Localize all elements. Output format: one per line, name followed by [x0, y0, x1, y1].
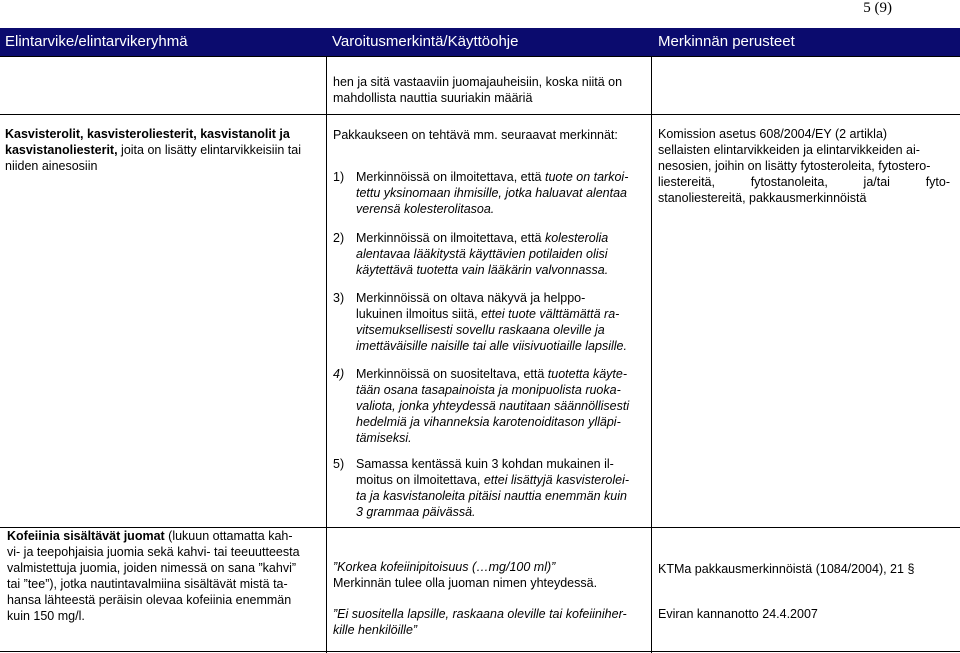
warning-item-2	[333, 230, 645, 278]
column-divider-2	[651, 56, 652, 653]
text-line: ta ja kasvistanoleita pitäisi nauttia enemmän kuin	[356, 489, 627, 503]
text-line: valiota, jonka yhteydessä nautitaan säännöllisesti	[356, 399, 630, 413]
warning-item-5	[333, 456, 645, 520]
column-header-basis: Merkinnän perusteet	[658, 33, 795, 50]
text-line: tettu yksinomaan ihmisille, jotka haluavat alentaa	[356, 186, 627, 200]
text-fragment: Merkinnöissä on suositeltava, että	[356, 367, 548, 381]
warning-item-3	[333, 290, 645, 354]
caffeine-basis-cell	[658, 561, 950, 577]
page-number: 5 (9)	[863, 0, 892, 16]
text-fragment: Merkinnöissä on ilmoitettava, että	[356, 231, 545, 245]
text-line: KTMa pakkausmerkinnöistä (1084/2004), 21 §	[658, 562, 915, 576]
text-line: hansa lähteestä peräisin olevaa kofeiinia enemmän	[7, 593, 292, 607]
text-fragment: Merkinnöissä on ilmoitettava, että	[356, 170, 545, 184]
text-line: ”Ei suositella lapsille, raskaana oleville tai kofeiiniher-	[333, 607, 627, 621]
item-number: 2)	[333, 231, 345, 245]
product-name-cont: kasvistanoliesterit,	[5, 143, 118, 157]
column-divider-1	[326, 56, 327, 653]
warning-item-4	[333, 366, 645, 446]
text-line: liestereitä, fytostanoleita, ja/tai fyto-	[658, 175, 950, 189]
text-line: Merkinnöissä on oltava näkyvä ja helppo-	[356, 291, 586, 305]
text-line: stanoliestereitä, pakkausmerkinnöistä	[658, 191, 867, 205]
text-line: vitsemuksellisesti sovellu raskaana oleville ja	[356, 323, 605, 337]
text-line: kille henkilöille”	[333, 623, 418, 637]
table-bottom-rule	[0, 651, 960, 652]
column-header-warning: Varoitusmerkintä/Käyttöohje	[332, 33, 519, 50]
warning-item-1	[333, 169, 645, 217]
caffeine-warning-cell	[333, 559, 645, 591]
text-line: niiden ainesosiin	[5, 159, 98, 173]
item-number: 4)	[333, 367, 345, 381]
text-fragment: kolesterolia	[544, 231, 609, 245]
text-line: Merkinnän tulee olla juoman nimen yhteydessä.	[333, 576, 598, 590]
text-line: tään osana tasapainoista ja monipuolista ruoka-	[356, 383, 621, 397]
text-fragment: moitus on ilmoitettava,	[356, 473, 484, 487]
text-fragment: (lukuun ottamatta kah-	[164, 529, 293, 543]
product-name: Kofeiinia sisältävät juomat	[7, 529, 165, 543]
text-line: verensä kolesterolitasoa.	[356, 202, 495, 216]
header-bottom-rule	[0, 56, 960, 57]
text-line: 3 grammaa päivässä.	[356, 505, 476, 519]
text-line: tämiseksi.	[356, 431, 412, 445]
caffeine-basis-cell-2	[658, 606, 950, 622]
text-fragment: ettei tuote välttämättä ra-	[481, 307, 620, 321]
text-fragment: lukuinen ilmoitus siitä,	[356, 307, 482, 321]
column-header-product: Elintarvike/elintarvikeryhmä	[5, 33, 188, 50]
text-fragment: joita on lisätty elintarvikkeisiin tai	[117, 143, 301, 157]
sterols-basis-cell	[658, 126, 950, 206]
row-divider-1	[0, 114, 960, 115]
sterols-warning-intro: Pakkaukseen on tehtävä mm. seuraavat merkinnät:	[333, 128, 618, 142]
text-line: imettäväisille naisille tai alle viisivuotiaille lapsille.	[356, 339, 627, 353]
text-fragment: tuote on tarkoi-	[544, 170, 629, 184]
text-line: Komission asetus 608/2004/EY (2 artikla)	[658, 127, 888, 141]
item-number: 5)	[333, 457, 345, 471]
table-header	[0, 28, 960, 56]
text-line: valmistettuja juomia, joiden nimessä on sana ”kahvi”	[7, 561, 297, 575]
text-fragment: tuotetta käyte-	[547, 367, 627, 381]
item-number: 1)	[333, 170, 345, 184]
text-line: nesosien, joihin on lisätty fytosteroleita, fytostero-	[658, 159, 931, 173]
text-line: kuin 150 mg/l.	[7, 609, 85, 623]
text-line: mahdollista nauttia suuriakin määriä	[333, 91, 533, 105]
item-number: 3)	[333, 291, 345, 305]
text-line: hedelmiä ja vihanneksia karotenoiditason ylläpi-	[356, 415, 621, 429]
caffeine-product-cell	[7, 528, 307, 624]
text-line: vi- ja teepohjaisia juomia sekä kahvi- tai teeuutteesta	[7, 545, 300, 559]
text-line: Eviran kannanotto 24.4.2007	[658, 607, 818, 621]
text-fragment: ettei lisättyjä kasvisterolei-	[483, 473, 630, 487]
top-fragment-text	[333, 74, 643, 106]
text-line: Samassa kentässä kuin 3 kohdan mukainen il-	[356, 457, 614, 471]
product-name: Kasvisterolit, kasvisteroliesterit, kasvistanolit ja	[5, 127, 290, 141]
text-line: alentavaa lääkitystä käyttävien potilaiden olisi	[356, 247, 608, 261]
text-line: tai ”tee”), jotka nautintavalmiina sisältävät mistä ta-	[7, 577, 288, 591]
caffeine-warning-cell-2	[333, 606, 645, 638]
text-line: hen ja sitä vastaaviin juomajauheisiin, koska niitä on	[333, 75, 623, 89]
sterols-product-cell	[5, 126, 323, 174]
text-line: sellaisten elintarvikkeiden ja elintarvikkeiden ai-	[658, 143, 920, 157]
text-line: ”Korkea kofeiinipitoisuus (…mg/100 ml)”	[333, 560, 556, 574]
text-line: käytettävä tuotetta vain lääkärin valvonnassa.	[356, 263, 609, 277]
